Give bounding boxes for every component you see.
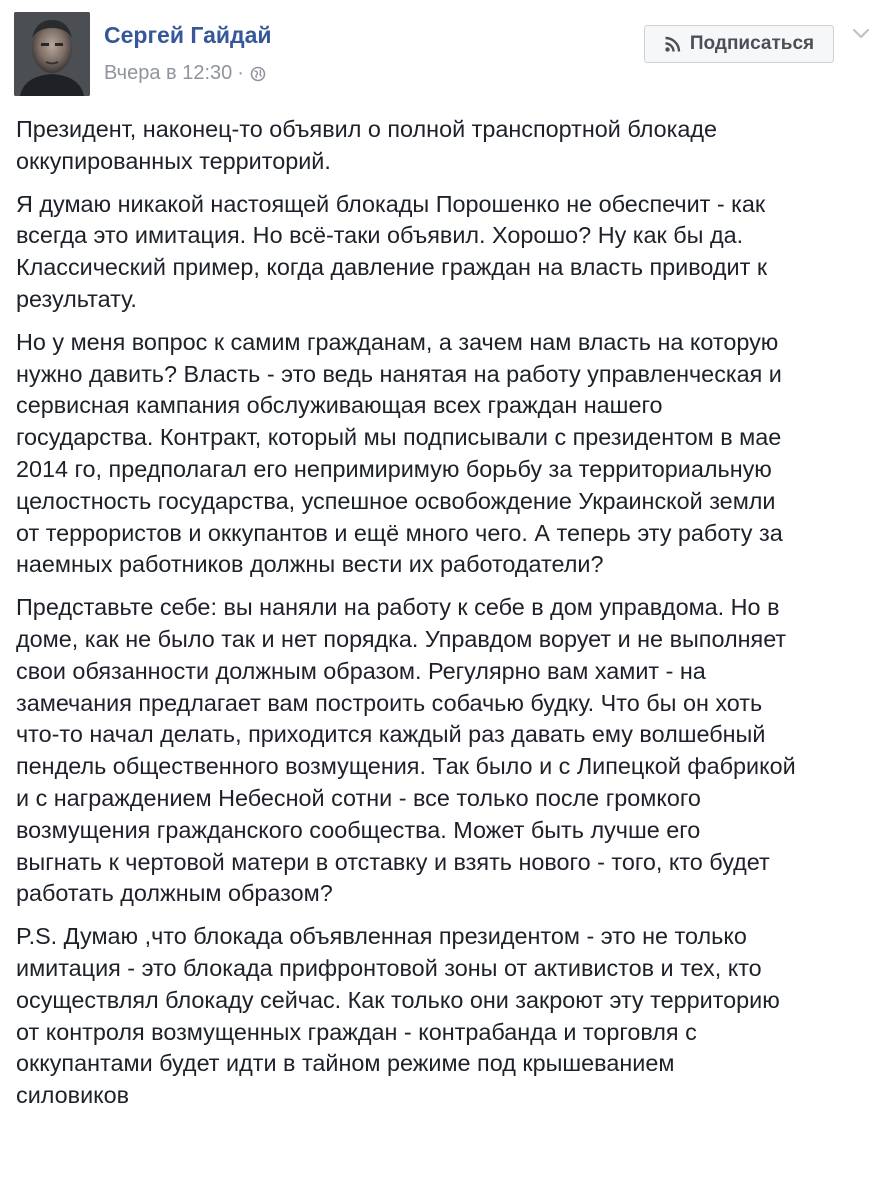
post-meta — [104, 62, 266, 85]
post-line: целостность государства, успешное освобождение Украинской земли — [16, 487, 776, 514]
post-line: доме, как не было так и нет порядка. Управдом ворует и не выполняет — [16, 625, 787, 652]
avatar[interactable] — [14, 12, 90, 96]
meta-separator: · — [237, 62, 244, 84]
post-paragraph — [16, 592, 874, 910]
avatar-image — [14, 12, 90, 96]
post-line: замечания предлагает вам построить собачью будку. Что бы он хоть — [16, 689, 763, 716]
post-line: Представьте себе: вы наняли на работу к себе в дом управдома. Но в — [16, 594, 780, 621]
chevron-down-icon[interactable] — [852, 28, 870, 40]
subscribe-button[interactable] — [644, 25, 834, 63]
post-paragraph — [16, 921, 874, 1112]
post-line: имитация - это блокада прифронтовой зоны от активистов и тех, кто — [16, 954, 762, 981]
post-line: оккупированных территорий. — [16, 147, 331, 174]
post-line: осуществлял блокаду сейчас. Как только они закроют эту территорию — [16, 986, 780, 1013]
post-line: свои обязанности должным образом. Регулярно вам хамит - на — [16, 657, 706, 684]
post-line: Классический пример, когда давление граждан на власть приводит к — [16, 254, 768, 281]
post-line: P.S. Думаю ,что блокада объявленная президентом - это не только — [16, 923, 747, 950]
post-header — [0, 0, 881, 110]
post-line: государства. Контракт, который мы подписывали с президентом в мае — [16, 424, 782, 451]
post-line: возмущения гражданского сообщества. Может быть лучше его — [16, 816, 701, 843]
post-body — [16, 114, 874, 1123]
post-line: что-то начал делать, приходится каждый раз давать ему волшебный — [16, 721, 766, 748]
post-paragraph — [16, 327, 874, 581]
post-line: 2014 го, предполагал его непримиримую борьбу за территориальную — [16, 455, 772, 482]
post-line: наемных работников должны вести их работодатели? — [16, 551, 604, 578]
post-line: Президент, наконец-то объявил о полной транспортной блокаде — [16, 116, 718, 142]
post-line: и с награждением Небесной сотни - все только после громкого — [16, 784, 701, 811]
post-line: нужно давить? Власть - это ведь нанятая на работу управленческая и — [16, 360, 782, 387]
post-line: выгнать к чертовой матери в отставку и взять нового - того, кто будет — [16, 848, 770, 875]
post-line: работать должным образом? — [16, 880, 333, 907]
globe-icon[interactable] — [250, 66, 266, 82]
post-line: пендель общественного возмущения. Так было и с Липецкой фабрикой — [16, 753, 796, 780]
post-paragraph — [16, 114, 874, 178]
post-timestamp[interactable]: Вчера в 12:30 — [104, 62, 233, 84]
post-line: Но у меня вопрос к самим гражданам, а зачем нам власть на которую — [16, 328, 779, 355]
post-line: Я думаю никакой настоящей блокады Порошенко не обеспечит - как — [16, 190, 766, 217]
post-line: силовиков — [16, 1082, 130, 1109]
post-line: результату. — [16, 285, 137, 312]
post-paragraph — [16, 189, 874, 316]
post-line: от террористов и оккупантов и ещё много чего. А теперь эту работу за — [16, 519, 783, 546]
post-line: сервисная кампания обслуживающая всех граждан нашего — [16, 392, 663, 419]
subscribe-button-label: Подписаться — [689, 33, 815, 54]
post-line: оккупантами будет идти в тайном режиме под крышеванием — [16, 1050, 675, 1077]
post-line: всегда это имитация. Но всё-таки объявил. Хорошо? Ну как бы да. — [16, 222, 744, 249]
rss-icon — [664, 35, 682, 53]
author-name-link[interactable]: Сергей Гайдай — [104, 22, 272, 48]
post-line: от контроля возмущенных граждан - контрабанда и торговля с — [16, 1018, 697, 1045]
